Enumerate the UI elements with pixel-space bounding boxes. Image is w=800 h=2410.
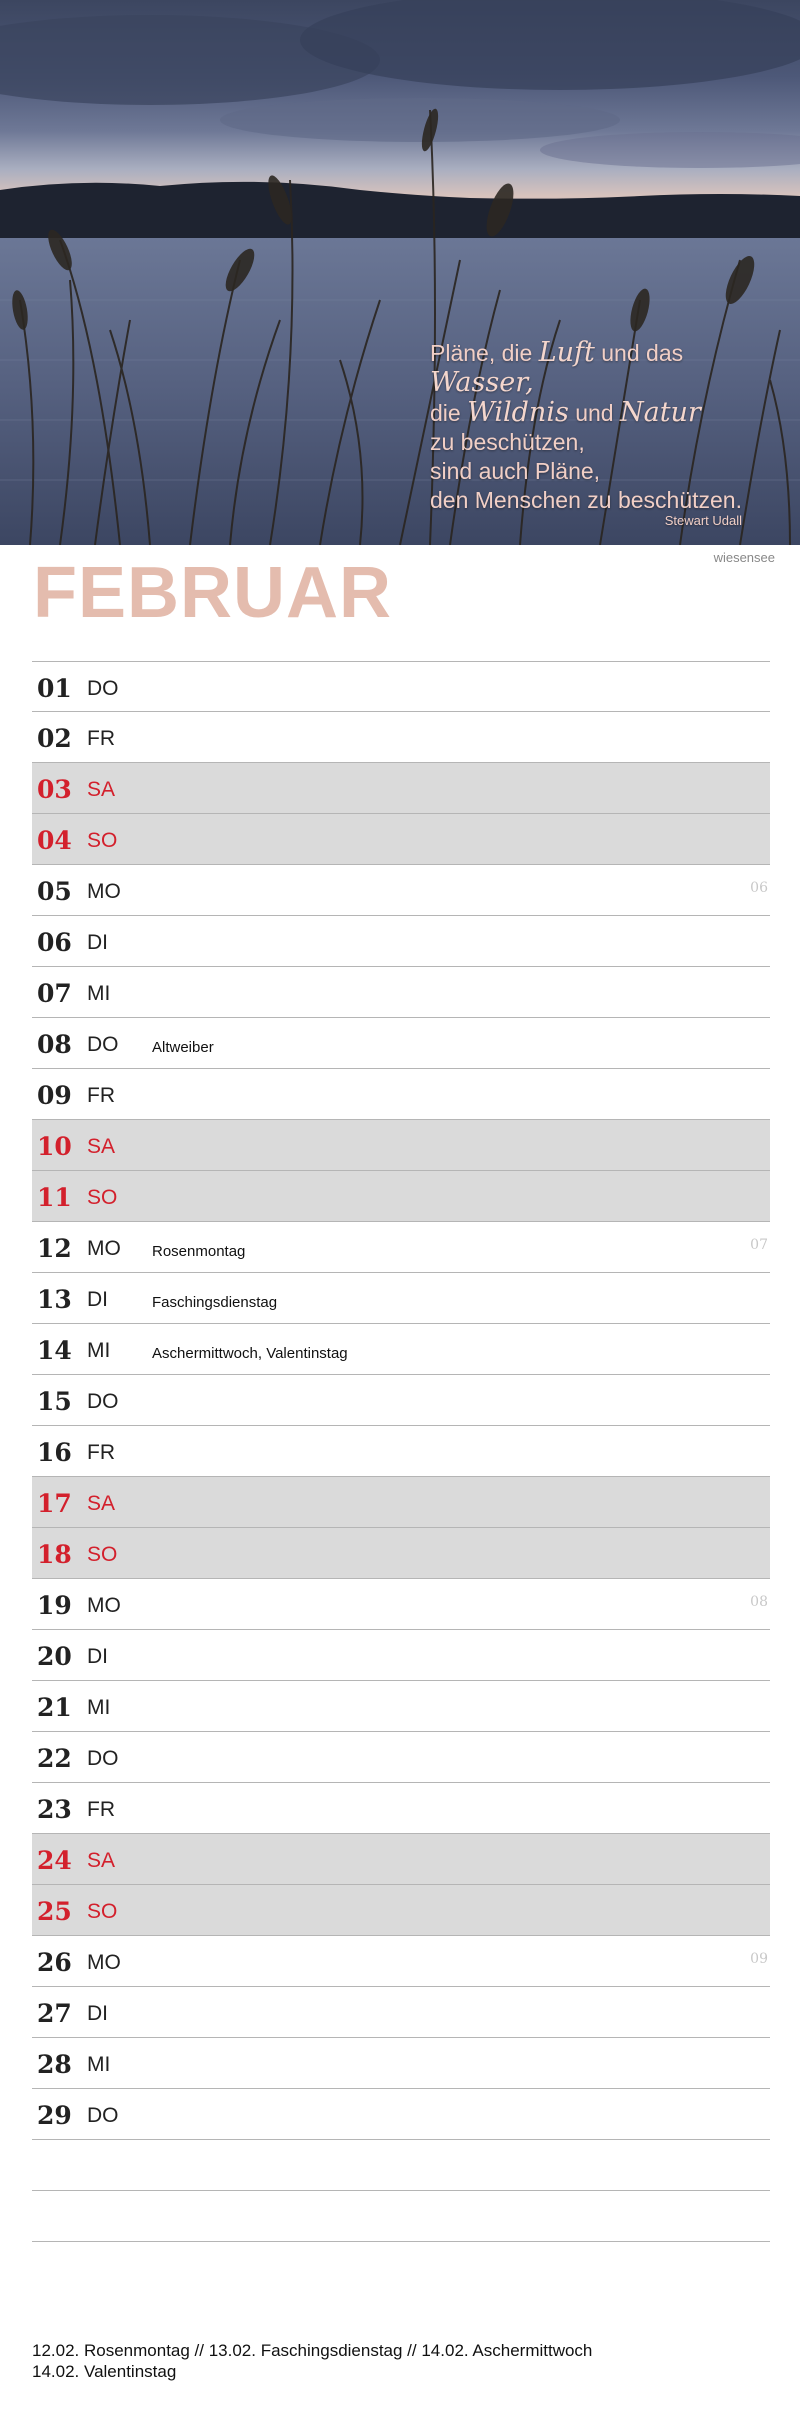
brand-label: wiesensee [713, 550, 775, 565]
day-number: 19 [37, 1591, 72, 1620]
day-number: 01 [37, 674, 72, 703]
calendar-day-row [32, 2089, 770, 2140]
calendar-day-row [32, 967, 770, 1018]
weekday-label: MO [87, 1594, 121, 1617]
weekday-label: SA [87, 1135, 116, 1158]
calendar-day-row [32, 1936, 770, 1987]
day-number: 06 [37, 928, 72, 957]
day-number: 25 [37, 1897, 72, 1926]
day-number: 26 [37, 1948, 72, 1977]
quote-line-1: Pläne, die Luft und das Wasser, [430, 337, 684, 398]
quote [430, 338, 790, 529]
calendar-day-row [32, 1375, 770, 1426]
calendar-day-row [32, 814, 770, 865]
weekday-label: MI [87, 1339, 111, 1362]
calendar-day-row [32, 1477, 770, 1528]
weekday-label: MO [87, 880, 121, 903]
day-number: 20 [37, 1642, 72, 1671]
empty-row [32, 2140, 770, 2191]
calendar-day-row [32, 1681, 770, 1732]
day-number: 17 [37, 1489, 72, 1518]
calendar-day-row [32, 1018, 770, 1069]
weekday-label: DO [87, 2104, 119, 2127]
day-number: 08 [37, 1030, 72, 1059]
calendar-day-row [32, 1579, 770, 1630]
day-number: 21 [37, 1693, 72, 1722]
day-number: 29 [37, 2101, 72, 2130]
event-label: Aschermittwoch, Valentinstag [152, 1345, 348, 1362]
calendar-day-row [32, 2038, 770, 2089]
quote-line-2: die Wildnis und Natur [430, 397, 701, 428]
quote-line-3: zu beschützen, [430, 429, 585, 455]
weekday-label: SA [87, 1849, 116, 1872]
day-number: 02 [37, 724, 72, 753]
week-number: 09 [750, 1951, 768, 1967]
calendar-day-row [32, 712, 770, 763]
weekday-label: FR [87, 1798, 115, 1821]
calendar-day-row [32, 1834, 770, 1885]
calendar-day-row [32, 1426, 770, 1477]
weekday-label: MI [87, 2053, 111, 2076]
day-number: 12 [37, 1234, 72, 1263]
calendar-day-row [32, 1120, 770, 1171]
weekday-label: MO [87, 1237, 121, 1260]
day-number: 13 [37, 1285, 72, 1314]
week-number: 08 [750, 1594, 768, 1610]
day-number: 11 [37, 1183, 72, 1212]
calendar-day-row [32, 1324, 770, 1375]
calendar-day-row [32, 1171, 770, 1222]
weekday-label: MO [87, 1951, 121, 1974]
event-label: Faschingsdienstag [152, 1294, 278, 1311]
weekday-label: SO [87, 829, 118, 852]
calendar-day-row [32, 763, 770, 814]
calendar-day-row [32, 1273, 770, 1324]
month-title: FEBRUAR [33, 553, 392, 633]
day-number: 04 [37, 826, 72, 855]
day-number: 23 [37, 1795, 72, 1824]
day-number: 16 [37, 1438, 72, 1467]
weekday-label: DO [87, 1033, 119, 1056]
week-number: 06 [750, 880, 768, 896]
quote-line-4: sind auch Pläne, [430, 458, 601, 484]
event-label: Rosenmontag [152, 1243, 246, 1260]
day-number: 15 [37, 1387, 72, 1416]
day-number: 10 [37, 1132, 72, 1161]
calendar-day-row [32, 1732, 770, 1783]
weekday-label: MI [87, 1696, 111, 1719]
footer-line-2: 14.02. Valentinstag [32, 2362, 177, 2381]
day-number: 28 [37, 2050, 72, 2079]
weekday-label: DI [87, 1288, 108, 1311]
day-number: 22 [37, 1744, 72, 1773]
calendar-day-row [32, 1987, 770, 2038]
weekday-label: MI [87, 982, 111, 1005]
day-number: 24 [37, 1846, 72, 1875]
weekday-label: DI [87, 2002, 108, 2025]
weekday-label: DI [87, 1645, 108, 1668]
calendar-day-row [32, 1069, 770, 1120]
weekday-label: SO [87, 1186, 118, 1209]
footer-line-1: 12.02. Rosenmontag // 13.02. Faschingsdienstag // 14.02. Aschermittwoch [32, 2341, 593, 2360]
day-number: 27 [37, 1999, 72, 2028]
weekday-label: DO [87, 1747, 119, 1770]
weekday-label: SA [87, 778, 116, 801]
quote-author: Stewart Udall [664, 513, 742, 528]
day-number: 09 [37, 1081, 72, 1110]
weekday-label: DI [87, 931, 108, 954]
calendar-day-row [32, 916, 770, 967]
weekday-label: DO [87, 1390, 119, 1413]
empty-row [32, 2191, 770, 2242]
day-number: 03 [37, 775, 72, 804]
holiday-footer [32, 2340, 592, 2382]
weekday-label: FR [87, 1441, 115, 1464]
header-photo [0, 0, 800, 545]
calendar-day-row [32, 1783, 770, 1834]
weekday-label: SO [87, 1543, 118, 1566]
day-number: 07 [37, 979, 72, 1008]
calendar-day-row [32, 1885, 770, 1936]
week-number: 07 [750, 1237, 768, 1253]
event-label: Altweiber [152, 1039, 214, 1056]
calendar-rows [32, 661, 770, 2242]
day-number: 14 [37, 1336, 72, 1365]
day-number: 18 [37, 1540, 72, 1569]
calendar-day-row [32, 1630, 770, 1681]
weekday-label: FR [87, 1084, 115, 1107]
calendar-day-row [32, 661, 770, 712]
calendar-day-row [32, 1222, 770, 1273]
calendar-day-row [32, 1528, 770, 1579]
quote-line-5: den Menschen zu beschützen. [430, 487, 742, 513]
day-number: 05 [37, 877, 72, 906]
weekday-label: SO [87, 1900, 118, 1923]
weekday-label: SA [87, 1492, 116, 1515]
weekday-label: DO [87, 677, 119, 700]
weekday-label: FR [87, 727, 115, 750]
calendar-day-row [32, 865, 770, 916]
